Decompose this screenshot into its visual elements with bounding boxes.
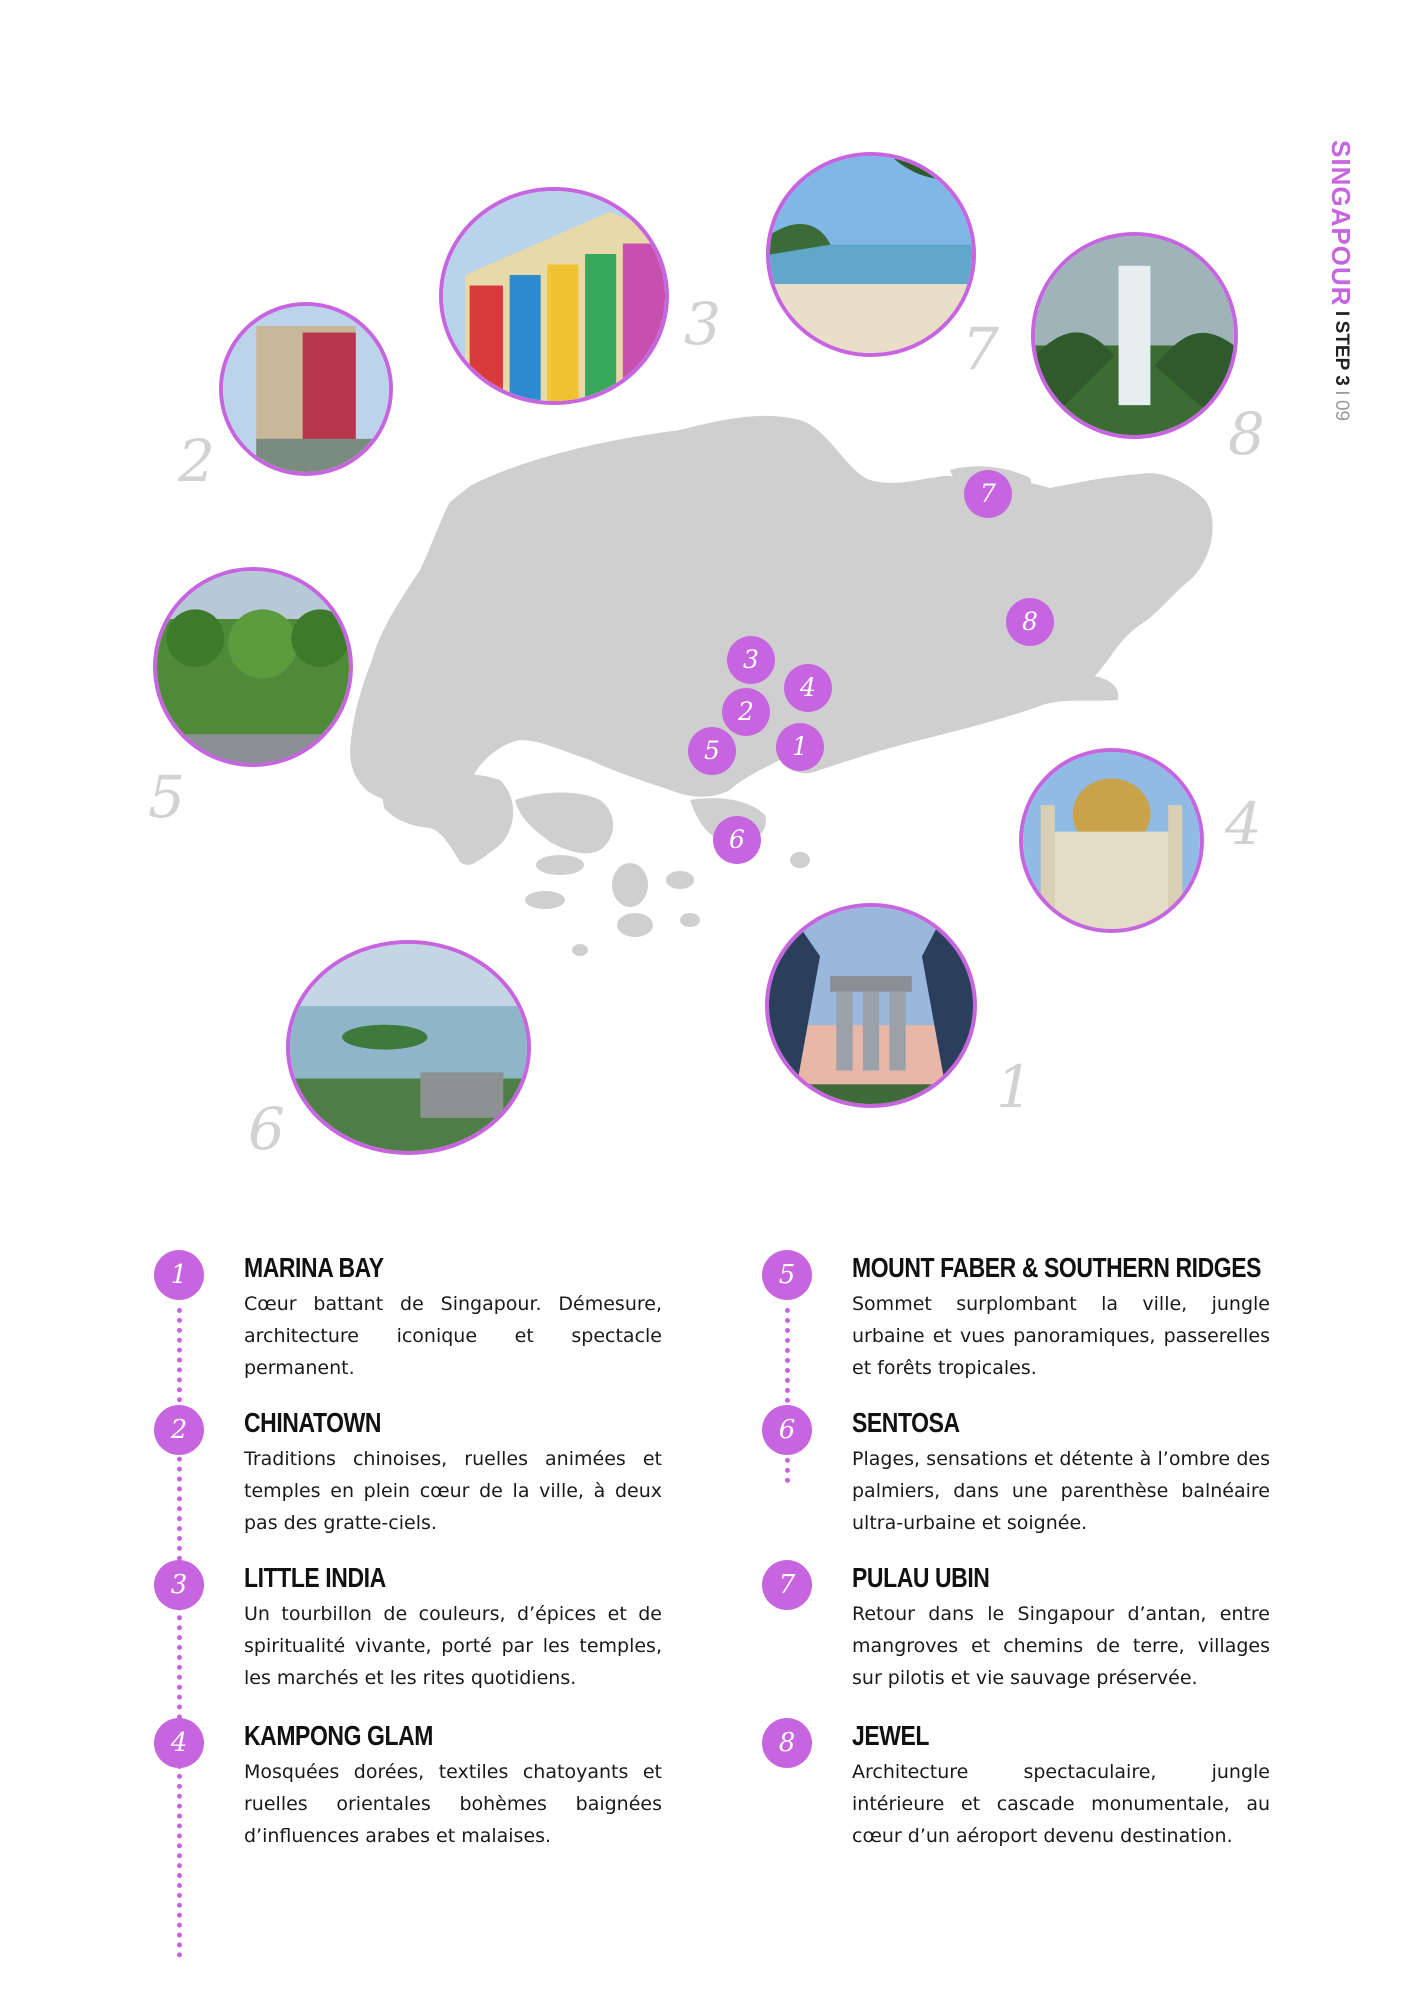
map-marker[interactable]: 2 bbox=[722, 688, 770, 736]
map-marker[interactable]: 4 bbox=[784, 664, 832, 712]
place-number: 6 bbox=[762, 1405, 812, 1455]
place-title: KAMPONG GLAM bbox=[244, 1720, 433, 1751]
islet-1 bbox=[536, 855, 584, 875]
photo-number: 4 bbox=[1225, 790, 1262, 858]
islet-8 bbox=[790, 852, 810, 868]
place-title: MOUNT FABER & SOUTHERN RIDGES bbox=[852, 1252, 1262, 1283]
photo-jewel bbox=[1031, 232, 1238, 439]
header-divider: I bbox=[1331, 390, 1352, 396]
photo-marina-bay bbox=[765, 903, 977, 1108]
header-separator: I bbox=[1331, 310, 1352, 317]
photo-chinatown bbox=[219, 302, 393, 476]
islet-3 bbox=[666, 871, 694, 889]
photo-number: 5 bbox=[148, 763, 185, 831]
islet-6 bbox=[617, 913, 653, 937]
header-page-number: 09 bbox=[1331, 399, 1352, 422]
place-title: MARINA BAY bbox=[244, 1252, 384, 1283]
islet-4 bbox=[525, 891, 565, 909]
photo-number: 6 bbox=[248, 1095, 285, 1163]
photo-southern-ridges bbox=[153, 567, 353, 767]
map-marker[interactable]: 7 bbox=[964, 470, 1012, 518]
place-description: Plages, sensations et détente à l’ombre des palmiers, dans une parenthèse balnéaire ultra-urbaine et soignée. bbox=[852, 1448, 1270, 1534]
photo-number: 7 bbox=[962, 315, 999, 383]
place-description: Un tourbillon de couleurs, d’épices et de spiritualité vivante, porté par les temples, les marchés et les rites quotidiens. bbox=[244, 1603, 662, 1689]
photo-kampong-glam bbox=[1019, 748, 1204, 933]
western-islands bbox=[380, 773, 513, 865]
place-number: 3 bbox=[154, 1560, 204, 1610]
place-number: 4 bbox=[154, 1718, 204, 1768]
map-marker[interactable]: 3 bbox=[727, 636, 775, 684]
header-country: SINGAPOUR bbox=[1326, 140, 1356, 307]
photo-pulau-ubin bbox=[766, 152, 976, 357]
islet-2 bbox=[612, 863, 648, 907]
photo-little-india bbox=[439, 187, 669, 405]
islet-7 bbox=[680, 913, 700, 927]
map-marker[interactable]: 5 bbox=[688, 727, 736, 775]
place-description: Architecture spectaculaire, jungle intérieure et cascade monumentale, au cœur d’un aéroport devenu destination. bbox=[852, 1761, 1270, 1847]
place-description: Traditions chinoises, ruelles animées et temples en plein cœur de la ville, à deux pas des gratte-ciels. bbox=[244, 1448, 662, 1534]
place-description: Cœur battant de Singapour. Démesure, architecture iconique et spectacle permanent. bbox=[244, 1293, 662, 1379]
place-description: Mosquées dorées, textiles chatoyants et ruelles orientales bohèmes baignées d’influences arabes et malaises. bbox=[244, 1761, 662, 1847]
place-number: 5 bbox=[762, 1250, 812, 1300]
map-marker[interactable]: 6 bbox=[713, 816, 761, 864]
place-title: CHINATOWN bbox=[244, 1407, 382, 1438]
photo-number: 3 bbox=[684, 290, 721, 358]
place-number: 8 bbox=[762, 1718, 812, 1768]
timeline-dots bbox=[785, 1308, 790, 1483]
place-title: SENTOSA bbox=[852, 1407, 960, 1438]
place-description: Retour dans le Singapour d’antan, entre mangroves et chemins de terre, villages sur pilotis et vie sauvage préservée. bbox=[852, 1603, 1270, 1689]
photo-number: 2 bbox=[178, 427, 215, 495]
place-number: 7 bbox=[762, 1560, 812, 1610]
photo-number: 8 bbox=[1228, 400, 1265, 468]
place-description: Sommet surplombant la ville, jungle urbaine et vues panoramiques, passerelles et forêts tropicales. bbox=[852, 1293, 1270, 1379]
place-number: 2 bbox=[154, 1405, 204, 1455]
place-title: LITTLE INDIA bbox=[244, 1562, 386, 1593]
map-marker[interactable]: 8 bbox=[1006, 598, 1054, 646]
map-marker[interactable]: 1 bbox=[776, 723, 824, 771]
islet-9 bbox=[588, 817, 612, 833]
place-title: PULAU UBIN bbox=[852, 1562, 990, 1593]
place-number: 1 bbox=[154, 1250, 204, 1300]
islet-5 bbox=[572, 944, 588, 956]
photo-sentosa bbox=[286, 940, 531, 1155]
photo-number: 1 bbox=[996, 1053, 1033, 1121]
place-title: JEWEL bbox=[852, 1720, 930, 1751]
header-step: STEP 3 bbox=[1331, 320, 1352, 386]
